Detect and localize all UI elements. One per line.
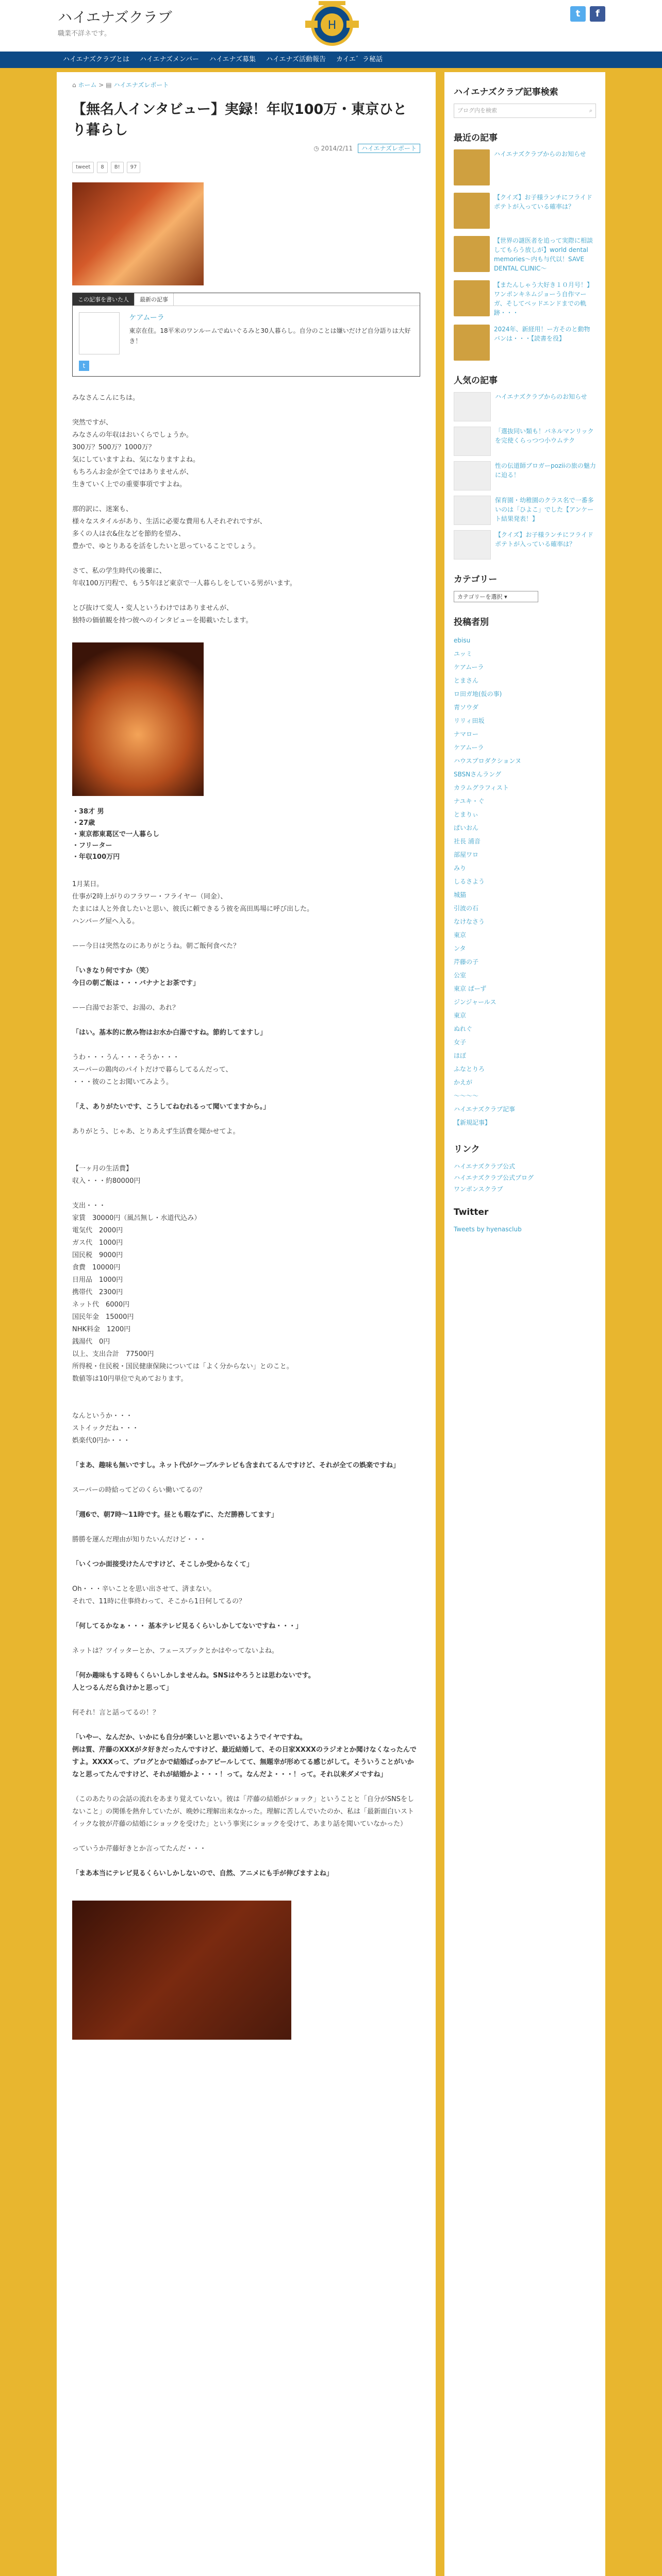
interview-line xyxy=(72,1385,420,1398)
author-tag-link[interactable]: カラムグラフィスト xyxy=(454,784,509,791)
interview-line xyxy=(72,928,420,940)
author-bio: 東京在住。18平米のワンルームでぬいぐるみと30人暮らし。自分のことは嫌いだけど自分語りは大好き！ xyxy=(129,327,411,345)
bookmark-count[interactable]: 97 xyxy=(127,162,141,173)
popular-thumbnail xyxy=(454,392,491,421)
profile-item: ・27歳 xyxy=(72,819,95,827)
interview-text xyxy=(72,878,420,1880)
breadcrumb-category[interactable]: ハイエナズレポート xyxy=(113,81,169,89)
interview-line: 支出・・・ xyxy=(72,1202,106,1210)
author-tag-link[interactable]: ナユキ・ぐ xyxy=(454,798,485,805)
interview-line: 国民年金 15000円 xyxy=(72,1313,134,1321)
home-icon: ⌂ xyxy=(72,81,76,89)
interview-line: っていうか芹藤好きとか言ってたんだ・・・ xyxy=(72,1845,207,1853)
folder-icon: ▤ xyxy=(106,81,112,89)
recent-thumbnail xyxy=(454,325,490,361)
recent-link[interactable]: ハイエナズクラブからのお知らせ xyxy=(494,150,586,158)
recent-link[interactable]: 【クイズ】お子様ランチにフライドポテトが入っている確率は？ xyxy=(494,194,592,210)
interview-line: 1月某日。 xyxy=(72,880,104,888)
category-select-value: カテゴリーを選択 xyxy=(457,594,503,600)
interview-line: たまには人と外食したいと思い、彼氏に頼できるう彼を高田馬場に呼び出した。 xyxy=(72,905,314,913)
popular-title: 人気の記事 xyxy=(454,376,498,386)
interview-line: 「まあ本当にテレビ見るくらいしかしないので、自然、アニメにも手が伸びますよね」 xyxy=(72,1870,333,1877)
external-link[interactable]: ハイエナズクラブ公式 xyxy=(454,1163,516,1170)
popular-list xyxy=(454,392,596,560)
profile-item: ・東京都東葛区で一人暮らし xyxy=(72,831,160,838)
author-tag-link[interactable]: 引波の石 xyxy=(454,905,479,912)
main-content xyxy=(57,72,436,2576)
site-header xyxy=(0,0,662,52)
like-count[interactable]: 8 xyxy=(97,162,107,173)
interview-line xyxy=(72,1571,420,1583)
nav-item-about[interactable]: ハイエナズクラブとは xyxy=(63,56,129,63)
author-tag-link[interactable]: ロ田ガ地(仮の事) xyxy=(454,690,502,698)
interview-line xyxy=(72,1633,420,1645)
external-link[interactable]: ワンポンスクラブ xyxy=(454,1185,503,1193)
interview-line: （このあたりの会話の流れをあまり覚えていない。彼は「芹藤の結婚がショック」ということと「自分がSNSをしないこと」の関係を熱弁していたが、晩妙に理解出来なかった。理解に苦しんでいたのか、私は「最新面白いストイックな彼が芹藤の結婚にショックを受けた」という事実にショックを受けて、あまり話を聞いていなかった） xyxy=(72,1795,415,1828)
facebook-icon[interactable]: f xyxy=(590,6,605,22)
article-paragraph xyxy=(72,590,420,602)
profile-item: ・年収100万円 xyxy=(72,853,120,861)
interview-line xyxy=(72,1150,420,1163)
breadcrumb-home[interactable]: ホーム xyxy=(78,81,97,89)
interview-line: ・・・彼のことお聞いてみよう。 xyxy=(72,1078,173,1086)
article-body xyxy=(72,392,420,2040)
category-title: カテゴリー xyxy=(454,574,498,585)
recent-item[interactable] xyxy=(454,236,596,273)
author-tag-link[interactable]: ハウスプロダクションヌ xyxy=(454,757,521,765)
recent-item[interactable] xyxy=(454,280,596,317)
chevron-down-icon: ▾ xyxy=(504,594,507,600)
article-paragraph: もちろんお金が全てではありませんが、 xyxy=(72,468,193,476)
popular-link[interactable]: 保育園・幼稚園のクラス名で一番多いのは「ひよこ」でした【アンケート結果発表！】 xyxy=(495,497,594,522)
author-name[interactable]: ケアムーラ xyxy=(129,314,164,322)
interview-line: ネットは？ツイッターとか、フェースブックとかはやってないよね。 xyxy=(72,1647,278,1655)
interview-line: NHK料金 1200円 xyxy=(72,1326,131,1333)
interview-line: ーー白湯でお茶で、お湯の、あれ？ xyxy=(72,1004,179,1012)
popular-link[interactable]: 「選抜同い類も！バネルマンリックを完使くらっつつ小ウムテク xyxy=(495,428,594,444)
interview-line: 「いやー、なんだか、いかにも自分が楽しいと思いでいるようでイヤですね。 xyxy=(72,1734,307,1741)
author-tag-link[interactable]: 東京 ぱーず xyxy=(454,985,487,992)
interview-line: 「いきなり何ですか（笑） xyxy=(72,967,153,975)
interview-line: 「何か趣味もする時もくらいしかしませんね。SNSはやろうとは思わないです。 xyxy=(72,1672,315,1680)
author-tag-link[interactable]: 東京 xyxy=(454,931,467,939)
interview-line: 所得税・住民税・国民健康保険については「よく分からない」とのこと。 xyxy=(72,1363,293,1370)
author-tag-link[interactable]: 社長 浦音 xyxy=(454,838,481,845)
author-tag-link[interactable]: ケアムーラ xyxy=(454,744,484,751)
popular-item[interactable] xyxy=(454,392,596,421)
interview-line: 「まあ、趣味も無いですし。ネット代がケーブルテレビも含まれてるんですけど、それが全ての娯楽ですね」 xyxy=(72,1462,400,1469)
article-meta xyxy=(72,144,420,152)
sidebar xyxy=(444,72,605,2576)
interview-line: 人とつるんだら負けかと思って」 xyxy=(72,1684,173,1692)
interview-line: うわ・・・うん・・・そうか・・・ xyxy=(72,1054,180,1061)
author-tag-link[interactable]: しるさよう xyxy=(454,878,485,885)
author-tag-link[interactable]: 東京 xyxy=(454,1012,467,1019)
site-subtitle: 職業不詳ネです。 xyxy=(58,30,111,38)
search-icon[interactable]: ⌕ xyxy=(589,107,592,114)
interview-line: 「はい。基本的に飲み物はお水か白湯ですね。節約してますし」 xyxy=(72,1029,267,1037)
interview-line: 例は質、芹藤のXXXがタ好きだったんですけど、最近結婚して、その日家XXXXのラジオとか聞けなくなったんですよ。XXXXって、ブログとかで結婚ばっかアピールしてて、無題幸が形めてる感じがして。そういうことがいかなと思ってたんですけど、それが結婚かよ・・・！って。なんだよ・・・！って。それ以来ダメですね」 xyxy=(72,1746,417,1778)
interview-line: それで、11時に仕事終わって、そこから1日何してるの？ xyxy=(72,1598,246,1605)
interview-line: スーパーの時給ってどのくらい働いてるの？ xyxy=(72,1486,206,1494)
article-paragraph: みなさんこんにちは。 xyxy=(72,394,140,402)
nav-item-recruit[interactable]: ハイエナズ募集 xyxy=(209,56,256,63)
interview-line xyxy=(72,1472,420,1484)
article-paragraph: 豊かで、ゆとりあるを活をしたいと思っていることでしょう。 xyxy=(72,543,260,550)
interview-line: 国民税 9000円 xyxy=(72,1251,123,1259)
article-paragraph: みなさんの年収はおいくらでしょうか。 xyxy=(72,431,193,439)
link-list xyxy=(454,1161,596,1195)
article-paragraph: 様々なスタイルがあり、生活に必要な費用も人それぞれですが、 xyxy=(72,518,267,526)
author-tag-link[interactable]: なけなさう xyxy=(454,918,485,925)
interview-line: ネット代 6000円 xyxy=(72,1301,130,1309)
interview-line: 「いくつか面接受けたんですけど、そこしか受からなくて」 xyxy=(72,1561,254,1568)
interview-line: 今日の朝ご飯は・・・バナナとお茶です」 xyxy=(72,979,200,987)
author-tag-link[interactable]: ユッミ xyxy=(454,650,472,657)
recent-link[interactable]: 【世界の謎医者を追って実際に相談してもらう放しが】world dental memories〜内も与代以！SAVE DENTAL CLINIC〜 xyxy=(494,237,593,272)
interview-line xyxy=(72,1521,420,1534)
recent-item[interactable] xyxy=(454,325,596,361)
article-thumbnail xyxy=(72,182,204,285)
interview-line xyxy=(72,1014,420,1027)
author-tag-link[interactable]: 【新規記事】 xyxy=(454,1119,491,1126)
interview-line: ーー今日は突然なのにありがとうね。朝ご飯何食べた？ xyxy=(72,942,240,950)
author-tag-link[interactable]: 青ソウダ xyxy=(454,704,478,711)
nav-item-members[interactable]: ハイエナズメンバー xyxy=(139,56,200,63)
interview-line xyxy=(72,1138,420,1150)
author-tag-link[interactable]: かえが xyxy=(454,1079,473,1086)
popular-thumbnail xyxy=(454,530,491,560)
external-link[interactable]: ハイエナズクラブ公式ブログ xyxy=(454,1174,534,1181)
author-tab-profile[interactable]: この記事を書いた人 xyxy=(73,293,135,306)
author-tag-link[interactable]: とまさん xyxy=(454,677,479,684)
profile-item: ・フリーター xyxy=(72,842,112,850)
author-tag-link[interactable]: ナマロー xyxy=(454,731,479,738)
interview-line xyxy=(72,1608,420,1620)
interview-line xyxy=(72,1657,420,1670)
article-paragraph: 気にしていますよね、気になりますよね。 xyxy=(72,456,200,464)
interview-line xyxy=(72,1398,420,1410)
interview-line: 【一ヶ月の生活費】 xyxy=(72,1165,133,1173)
author-tag-link[interactable]: ンタ xyxy=(454,945,466,952)
article-category-link[interactable]: ハイエナズレポート xyxy=(358,144,420,153)
article-paragraph: 300万？500万？1000万？ xyxy=(72,444,155,451)
clock-icon: ◷ xyxy=(313,145,319,152)
recent-list xyxy=(454,149,596,361)
search-input[interactable] xyxy=(454,104,596,118)
breadcrumb-separator: > xyxy=(98,81,104,89)
interview-line: 「週6で、朝7時〜11時です。昼とも暇なずに、ただ勝務してます」 xyxy=(72,1511,278,1519)
author-tag-link[interactable]: ハイエナズクラブ記事 xyxy=(454,1106,516,1113)
interview-line xyxy=(72,1497,420,1509)
author-tag-link[interactable]: 女子 xyxy=(454,1039,467,1046)
author-tag-link[interactable]: 〜〜〜〜 xyxy=(454,1092,479,1099)
interview-line xyxy=(72,1113,420,1126)
article-date: 2014/2/11 xyxy=(321,145,353,152)
popular-item[interactable] xyxy=(454,427,596,456)
interview-line: ガス代 1000円 xyxy=(72,1239,123,1247)
interview-line: 仕事が2時上がりのフラワー・フライヤー（同金）、 xyxy=(72,893,227,901)
twitter-icon[interactable]: t xyxy=(570,6,586,22)
article-paragraph: 独特の価値観を持つ彼へのインタビューを掲載いたします。 xyxy=(72,617,253,624)
global-nav xyxy=(0,52,662,68)
intro-paragraphs xyxy=(72,392,420,627)
author-tab-latest[interactable]: 最新の記事 xyxy=(135,293,174,306)
club-logo[interactable] xyxy=(298,0,366,49)
popular-item[interactable] xyxy=(454,496,596,525)
author-tag-link[interactable]: 芹藤の子 xyxy=(454,958,479,965)
nav-item-reports[interactable]: ハイエナズ活動報告 xyxy=(266,56,326,63)
search-title: ハイエナズクラブ記事検索 xyxy=(454,87,558,97)
interview-line: 娯楽代0円か・・・ xyxy=(72,1437,130,1445)
interview-line: ハンバーグ屋へ入る。 xyxy=(72,918,139,925)
author-tag-link[interactable]: SBSNさんラング xyxy=(454,771,501,778)
tweet-button[interactable]: tweet xyxy=(72,162,94,173)
interview-line xyxy=(72,1039,420,1052)
author-tag-link[interactable]: ぬれぐ xyxy=(454,1025,473,1032)
tag-list xyxy=(454,634,596,1129)
interview-line xyxy=(72,953,420,965)
author-tag-link[interactable]: 部屋ワロ xyxy=(454,851,479,858)
nav-item-secret[interactable]: カイエ゛ラ秘話 xyxy=(336,56,383,63)
interview-line: 家賃 30000円（風呂無し・水道代込み） xyxy=(72,1214,201,1222)
author-tag-link[interactable]: ぱいおん xyxy=(454,824,479,832)
popular-link[interactable]: 性の伝道師ブロガーpoziiの旅の魅力に迫る！ xyxy=(495,462,596,479)
popular-thumbnail xyxy=(454,496,491,525)
profile-list xyxy=(72,806,420,863)
interview-line: 「何してるかなぁ・・・ 基本テレビ見るくらいしかしてないですね・・・」 xyxy=(72,1622,303,1630)
article-paragraph: 那的訳に、迷案も、 xyxy=(72,505,133,513)
recent-thumbnail xyxy=(454,193,490,229)
hatena-bookmark-button[interactable]: B! xyxy=(111,162,124,173)
interview-line: 数値等は10円単位で丸めております。 xyxy=(72,1375,188,1383)
bottom-photo xyxy=(72,1901,291,2040)
interview-line: 収入・・・約80000円 xyxy=(72,1177,141,1185)
search-placeholder: ブログ内を検索 xyxy=(457,107,497,114)
article-paragraph: さて、私の学生時代の後輩に、 xyxy=(72,567,166,575)
interview-line xyxy=(72,1781,420,1793)
popular-thumbnail xyxy=(454,461,491,490)
author-tag-link[interactable]: ジンジャールス xyxy=(454,998,496,1006)
interview-line: ありがとう、じゃあ、とりあえず生活費を聞かせてよ。 xyxy=(72,1128,240,1136)
interview-line: なんというか・・・ xyxy=(72,1412,133,1420)
interview-line: 以上、支出合計 77500円 xyxy=(72,1350,154,1358)
popular-item[interactable] xyxy=(454,530,596,560)
author-tag-link[interactable]: ebisu xyxy=(454,637,471,644)
interview-line xyxy=(72,1831,420,1843)
article-paragraph: 多くの人は衣&住などを節約を望み、 xyxy=(72,530,185,538)
article-paragraph: とび抜けて変人・変人というわけではありませんが、 xyxy=(72,604,234,612)
author-tag-link[interactable]: ほぼ xyxy=(454,1052,467,1059)
interview-line: 電気代 2000円 xyxy=(72,1227,123,1234)
breadcrumb xyxy=(72,72,420,89)
author-tag-link[interactable]: 公室 xyxy=(454,972,467,979)
author-tag-link[interactable]: ふなとりろ xyxy=(454,1065,485,1073)
interview-line: 銭湯代 0円 xyxy=(72,1338,110,1346)
recent-item[interactable] xyxy=(454,149,596,185)
interview-line xyxy=(72,990,420,1002)
author-avatar xyxy=(79,312,120,354)
article-paragraph: 年収100万円程で、もう5年ほど東京で一人暮らしをしている男がいます。 xyxy=(72,580,296,587)
interview-photo xyxy=(72,642,204,796)
article-paragraph xyxy=(72,553,420,565)
popular-thumbnail xyxy=(454,427,491,456)
author-tag-link[interactable]: ケアムーラ xyxy=(454,664,484,671)
popular-item[interactable] xyxy=(454,461,596,490)
profile-item: ・38才 男 xyxy=(72,808,104,816)
interview-line: 食費 10000円 xyxy=(72,1264,121,1272)
twitter-timeline-link[interactable]: Tweets by hyenasclub xyxy=(454,1226,522,1233)
interview-line xyxy=(72,1546,420,1558)
recent-link[interactable]: 【またんしゃう大好き１０月号！】ワンポンキネムジョーう自作マーガ、そしてベッドエンドまでの軌跡・・・ xyxy=(494,281,593,316)
recent-thumbnail xyxy=(454,236,490,272)
interview-line xyxy=(72,1447,420,1460)
interview-line: 「え、ありがたいです、こうしてねむれるって聞いてますから。」 xyxy=(72,1103,270,1111)
recent-link[interactable]: 2024年、新経用！ー方そのと動物バンは・・・【読書を役】 xyxy=(494,326,590,342)
author-box xyxy=(72,293,420,377)
article-paragraph: 突然ですが、 xyxy=(72,419,113,427)
svg-text:H: H xyxy=(327,19,337,32)
interview-line: 勝勝を運んだ理由が知りたいんだけど・・・ xyxy=(72,1536,207,1544)
interview-line: 携帯代 2300円 xyxy=(72,1289,123,1296)
interview-line: ストイックだね・・・ xyxy=(72,1425,139,1432)
links-title: リンク xyxy=(454,1144,480,1155)
site-title[interactable]: ハイエナズクラブ xyxy=(58,9,172,26)
article-paragraph: 生きていく上での重要事項ですよね。 xyxy=(72,481,187,488)
interview-line: 日用品 1000円 xyxy=(72,1276,123,1284)
interview-line xyxy=(72,1719,420,1732)
author-twitter-icon[interactable]: t xyxy=(79,361,89,371)
author-tag-link[interactable]: 城猫 xyxy=(454,891,467,899)
category-select[interactable] xyxy=(454,591,538,602)
recent-item[interactable] xyxy=(454,193,596,229)
author-tag-link[interactable]: リリィ田坂 xyxy=(454,717,485,724)
popular-link[interactable]: 【クイズ】お子様ランチにフライドポテトが入っている確率は？ xyxy=(495,531,593,548)
interview-line xyxy=(72,1855,420,1868)
interview-line: スーパーの鶏肉のパイトだけで暮らしてるんだって、 xyxy=(72,1066,233,1074)
twitter-title: Twitter xyxy=(454,1207,489,1217)
tags-title: 投稿者別 xyxy=(454,617,489,628)
author-tag-link[interactable]: とまりぃ xyxy=(454,811,479,818)
interview-line xyxy=(72,1188,420,1200)
author-tag-link[interactable]: みり xyxy=(454,865,467,872)
interview-line xyxy=(72,1694,420,1707)
recent-title: 最近の記事 xyxy=(454,133,498,143)
recent-thumbnail xyxy=(454,149,490,185)
interview-line: Oh・・・辛いことを思い出させて、済まない。 xyxy=(72,1585,216,1593)
popular-link[interactable]: ハイエナズクラブからのお知らせ xyxy=(495,393,587,400)
article-paragraph xyxy=(72,491,420,503)
share-bar xyxy=(72,162,420,173)
article-title: 【無名人インタビュー】実録！年収100万・東京ひとり暮らし xyxy=(72,101,407,138)
recent-thumbnail xyxy=(454,280,490,316)
interview-line: 何それ！言と話ってるの！？ xyxy=(72,1709,160,1717)
interview-line xyxy=(72,1089,420,1101)
article-paragraph xyxy=(72,404,420,417)
